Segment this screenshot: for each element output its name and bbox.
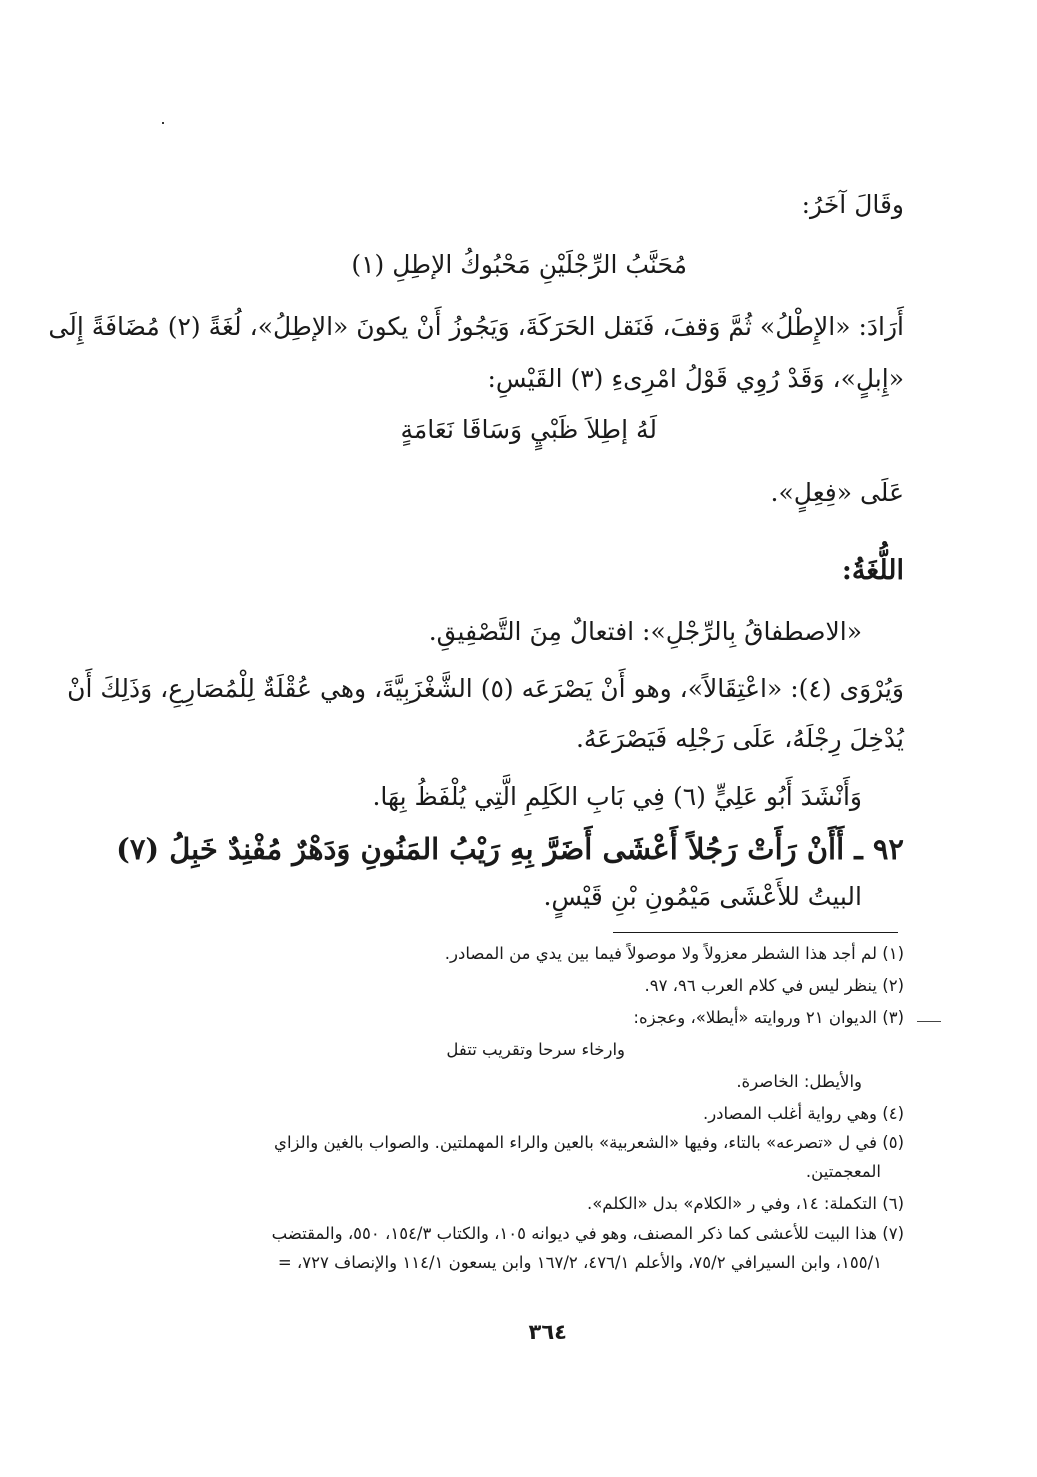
text-line-6: وَيُرْوَى (٤): «اعْتِقَالاً»، وهو أَنْ يَصْرَعَه (٥) الشَّغْزَبِيَّةَ، وهي عُقْلَةٌ لِلْمُصَارِعِ، وَذَلِكَ أَنْ [67,674,904,703]
speck-mark [162,122,164,124]
footnote-5-cont: المعجمتين. [805,1162,881,1181]
section-heading: اللُّغَةُ: [841,555,904,586]
page-number: ٣٦٤ [528,1320,567,1344]
text-line-9: البيتُ للأَعْشَى مَيْمُونِ بْنِ قَيْسٍ. [543,882,862,911]
verse-line-2: لَهُ إطِلاَ ظَبْيٍ وَسَاقَا نَعَامَةٍ [400,415,657,444]
footnote-3: (٣) الديوان ٢١ وروايته «أيطلا»، وعجزه: [633,1008,904,1027]
text-line-2: أَرَادَ: «الإِطْلُ» ثُمَّ وَقفَ، فَنَقل الحَرَكَةَ، وَيَجُوزُ أَنْ يكونَ «الإطِلُ»، لُغَةً (٢) مُضَافَةً إِلَى [48,312,904,341]
footnote-3-note: والأيطل: الخاصرة. [736,1072,862,1091]
footnote-6: (٦) التكملة: ١٤، وفي ر «الكلام» بدل «الكلم». [586,1194,904,1213]
footnote-7: (٧) هذا البيت للأعشى كما ذكر المصنف، وهو في ديوانه ١٠٥، والكتاب ١٥٤/٣، ٥٥٠، والمقتضب [271,1224,904,1243]
footnote-5: (٥) في ل «تصرعه» بالتاء، وفيها «الشعربية» بالعين والراء المهملتين. والصواب بالغين والزاي [274,1133,904,1152]
margin-mark [917,1021,941,1022]
footnote-4: (٤) وهي رواية أغلب المصادر. [702,1104,904,1123]
footnote-1: (١) لم أجد هذا الشطر معزولاً ولا موصولاً فيما بين يدي من المصادر. [444,944,904,963]
footnote-3-verse: وارخاء سرحا وتقريب تتفل [446,1040,625,1059]
footnote-7-cont: ١٥٥/١، وابن السيرافي ٧٥/٢، والأعلم ٤٧٦/١، ١٦٧/٢ وابن يسعون ١١٤/١ والإنصاف ٧٢٧، = [277,1253,882,1272]
text-line-3: «إِبلٍ»، وَقَدْ رُوِي قَوْلُ امْرِىءِ (٣) القَيْسِ: [487,364,904,393]
text-line-8: وَأَنْشَدَ أَبُو عَلِيٍّ (٦) فِي بَابِ الكَلِمِ الَّتِي يُلْفَظُ بِهَا. [372,782,862,811]
text-line-4: عَلَى «فِعِلٍ». [770,478,904,507]
text-line-7: يُدْخِلَ رِجْلَهُ، عَلَى رَجْلِه فَيَصْرَعَهُ. [575,724,904,753]
text-line-1: وقَالَ آخَرُ: [801,190,904,219]
footnote-2: (٢) ينظر ليس في كلام العرب ٩٦، ٩٧. [644,976,904,995]
verse-line-1: مُحَنَّبُ الرِّجْلَيْنِ مَحْبُوكُ الإطِلِ (١) [351,250,687,279]
footnote-separator [613,932,898,933]
text-line-5: «الاصطفاقُ بِالرِّجْلِ»: افتعالٌ مِنَ التَّصْفِيقِ. [428,617,862,646]
poem-line-92: ٩٢ ـ أَأَنْ رَأَتْ رَجُلاً أَعْشَى أَضَرَّ بِهِ رَيْبُ المَنُونِ وَدَهْرٌ مُفْنِدٌ خَبِلُ (٧) [116,832,904,866]
